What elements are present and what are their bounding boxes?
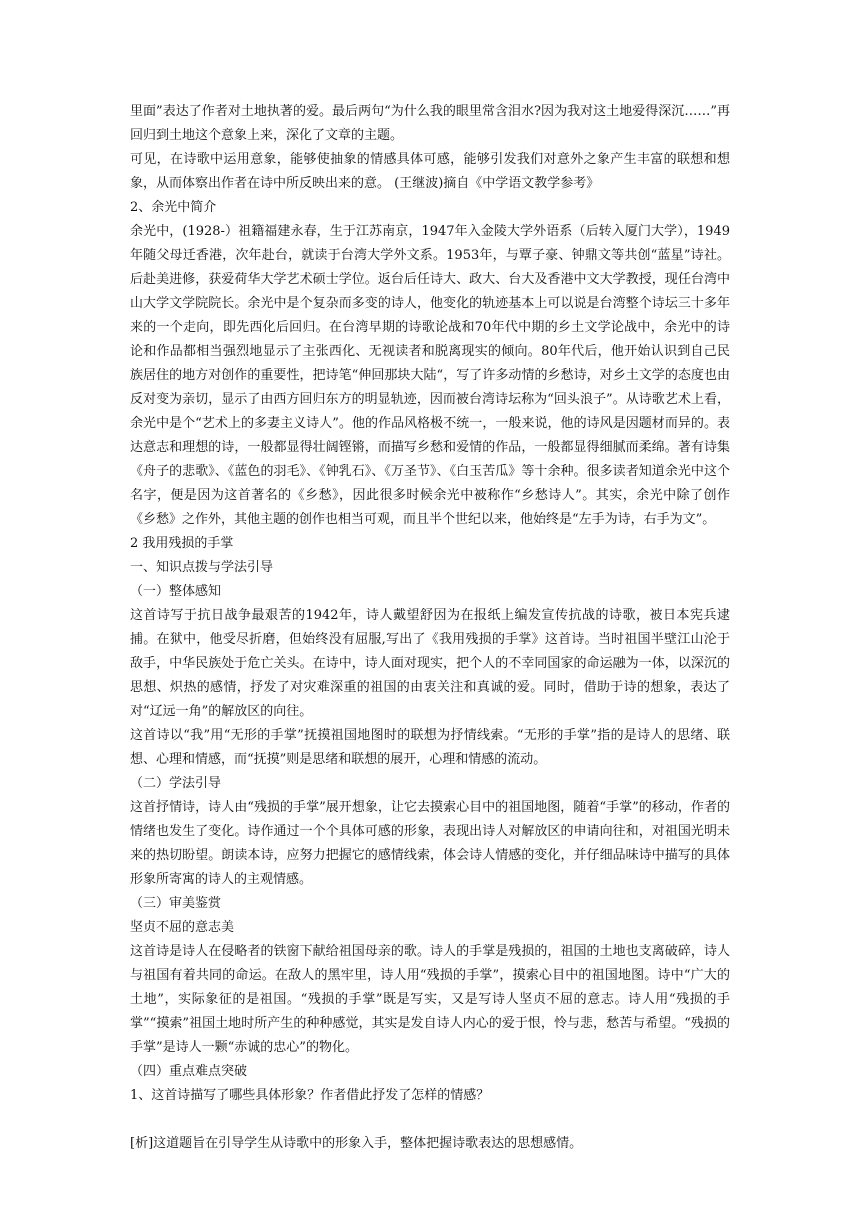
heading-study-guide: （二）学法引导 <box>130 776 222 791</box>
blank-line <box>130 1108 730 1132</box>
paragraph-aesthetic-analysis: 这首诗是诗人在侵略者的铁窗下献给祖国母亲的歌。诗人的手掌是残损的，祖国的土地也支离破碎，诗人与祖国有着共同的命运。在敌人的黑牢里，诗人用“残损的手掌”，摸索心目中的祖国地图。诗中“广大的土地”，实际象征的是祖国。“残损的手掌”既是写实，又是写诗人坚贞不屈的意志。诗人用“残损的手掌”“摸索”祖国土地时所产生的种种感觉，其实是发自诗人内心的爱于恨，怜与悲，愁苦与希望。“残损的手掌”是诗人一颗“赤诚的忠心”的物化。 <box>130 944 730 1055</box>
paragraph-imagery-conclusion: 可见，在诗歌中运用意象，能够使抽象的情感具体可感，能够引发我们对意外之象产生丰富的联想和想象，从而体察出作者在诗中所反映出来的意。 (王继波)摘自《中学语文教学参考》 <box>130 152 730 191</box>
question-one: 1、这首诗描写了哪些具体形象？作者借此抒发了怎样的情感？ <box>130 1088 490 1103</box>
document-body <box>130 100 730 1156</box>
subheading-steadfast-will: 坚贞不屈的意志美 <box>130 920 235 935</box>
paragraph-study-guide: 这首抒情诗，诗人由“残损的手掌”展开想象，让它去摸索心目中的祖国地图，随着“手掌”的移动，作者的情绪也发生了变化。诗作通过一个个具体可感的形象，表现出诗人对解放区的申请向往和，对祖国光明未来的热切盼望。朗读本诗，应努力把握它的感情线索，体会诗人情感的变化，并仔细品味诗中描写的具体形象所寄寓的诗人的主观情感。 <box>130 800 730 887</box>
heading-section-one: 一、知识点拨与学法引导 <box>130 560 274 575</box>
heading-yu-guangzhong-intro: 2、余光中简介 <box>130 200 217 215</box>
paragraph-yu-guangzhong-bio: 余光中，(1928-）祖籍福建永春，生于江苏南京，1947年入金陵大学外语系（后转入厦门大学），1949年随父母迁香港，次年赴台，就读于台湾大学外文系。1953年，与覃子豪、钟鼎文等共创“蓝星”诗社。后赴美进修，获爱荷华大学艺术硕士学位。返台后任诗大、政大、台大及香港中文大学教授，现任台湾中山大学文学院院长。余光中是个复杂而多变的诗人，他变化的轨迹基本上可以说是台湾整个诗坛三十多年来的一个走向，即先西化后回归。在台湾早期的诗歌论战和70年代中期的乡土文学论战中，余光中的诗论和作品都相当强烈地显示了主张西化、无视读者和脱离现实的倾向。80年代后，他开始认识到自己民族居住的地方对创作的重要性，把诗笔“伸回那块大陆“，写了许多动情的乡愁诗，对乡土文学的态度也由反对变为亲切，显示了由西方回归东方的明显轨迹，因而被台湾诗坛称为“回头浪子”。从诗歌艺术上看，余光中是个“艺术上的多妻主义诗人”。他的作品风格极不统一，一般来说，他的诗风是因题材而异的。表达意志和理想的诗，一般都显得壮阔铿锵，而描写乡愁和爱情的作品，一般都显得细腻而柔绵。著有诗集《舟子的悲歌》、《蓝色的羽毛》、《钟乳石》、《万圣节》、《白玉苦瓜》等十余种。很多读者知道余光中这个名字，便是因为这首著名的《乡愁》，因此很多时候余光中被称作“乡愁诗人”。其实，余光中除了创作《乡愁》之作外，其他主题的创作也相当可观，而且半个世纪以来，他始终是“左手为诗，右手为文”。 <box>130 224 730 527</box>
heading-poem-title: 2 我用残损的手掌 <box>130 536 234 551</box>
paragraph-poem-background: 这首诗写于抗日战争最艰苦的1942年，诗人戴望舒因为在报纸上编发宣传抗战的诗歌，被日本宪兵逮捕。在狱中，他受尽折磨，但始终没有屈服,写出了《我用残损的手掌》这首诗。当时祖国半壁江山沦于敌手，中华民族处于危亡关头。在诗中，诗人面对现实，把个人的不幸同国家的命运融为一体，以深沉的思想、炽热的感情，抒发了对灾难深重的祖国的由衷关注和真诚的爱。同时，借助于诗的想象，表达了对“辽远一角”的解放区的向往。 <box>130 608 730 719</box>
heading-aesthetic-appreciation: （三）审美鉴赏 <box>130 896 222 911</box>
heading-key-points: （四）重点难点突破 <box>130 1064 248 1079</box>
paragraph-lyric-thread: 这首诗以“我”用“无形的手掌”抚摸祖国地图时的联想为抒情线索。“无形的手掌”指的是诗人的思绪、联想、心理和情感，而“抚摸”则是思绪和联想的展开，心理和情感的流动。 <box>130 728 730 767</box>
analysis-note: [析]这道题旨在引导学生从诗歌中的形象入手，整体把握诗歌表达的思想感情。 <box>130 1136 583 1151</box>
heading-overall-perception: （一）整体感知 <box>130 584 222 599</box>
paragraph-land-love: 里面”表达了作者对土地执著的爱。最后两句“为什么我的眼里常含泪水?因为我对这土地爱得深沉……”再回归到土地这个意象上来，深化了文章的主题。 <box>130 104 730 143</box>
